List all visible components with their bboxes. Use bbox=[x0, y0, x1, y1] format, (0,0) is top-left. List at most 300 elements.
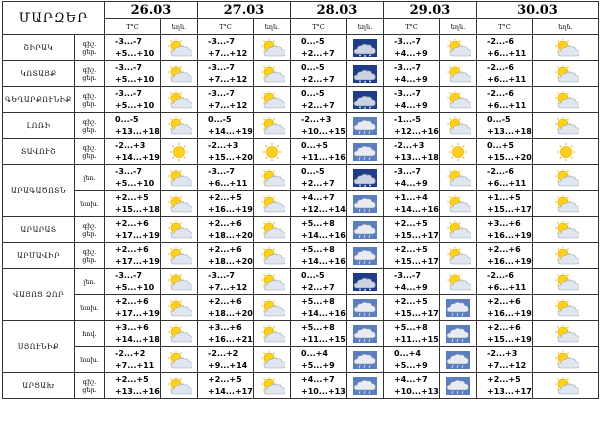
temperature-cell bbox=[477, 191, 533, 217]
night-temperature: -2...-6 bbox=[487, 270, 514, 280]
table-row bbox=[3, 139, 599, 165]
temperature-cell bbox=[477, 87, 533, 113]
region-name: ԼՈՌԻ bbox=[3, 113, 75, 139]
day-temperature: +14...+16 bbox=[394, 204, 439, 214]
weather-cell bbox=[254, 35, 291, 61]
table-row bbox=[3, 35, 599, 61]
temperature-column-label: T°C bbox=[291, 19, 347, 35]
temperature-cell bbox=[477, 139, 533, 165]
day-label: ցեր. bbox=[82, 73, 97, 82]
region-name: ՎԱՅՈՑ ՁՈՐ bbox=[3, 269, 75, 321]
sun-behind-cloud-icon bbox=[533, 221, 598, 239]
table-row bbox=[3, 113, 599, 139]
temperature-cell bbox=[198, 35, 254, 61]
temperature-cell bbox=[477, 217, 533, 243]
sun-behind-cloud-icon bbox=[254, 39, 290, 57]
sun-behind-cloud-icon bbox=[254, 247, 290, 265]
table-row bbox=[3, 321, 599, 347]
weather-cell bbox=[161, 373, 198, 399]
region-name: ԿՈՏԱՅՔ bbox=[3, 61, 75, 87]
day-temperature: +13...+17 bbox=[487, 386, 532, 396]
day-temperature: +5...+10 bbox=[115, 100, 155, 110]
weather-cell bbox=[533, 61, 599, 87]
weather-cell bbox=[347, 373, 384, 399]
night-temperature: +2...+5 bbox=[115, 192, 149, 202]
rain-cloud-icon bbox=[440, 351, 476, 369]
sun-behind-cloud-icon bbox=[254, 299, 290, 317]
day-temperature: +14...+18 bbox=[115, 334, 160, 344]
rain-cloud-icon bbox=[440, 377, 476, 395]
night-temperature: +2...+6 bbox=[208, 244, 242, 254]
temperature-cell bbox=[291, 139, 347, 165]
night-temperature: +2...+6 bbox=[115, 296, 149, 306]
day-temperature: +7...+12 bbox=[208, 74, 248, 84]
sun-behind-cloud-icon bbox=[533, 169, 598, 187]
rain-cloud-icon bbox=[347, 195, 383, 213]
temperature-cell bbox=[198, 61, 254, 87]
day-temperature: +15...+19 bbox=[487, 334, 532, 344]
weather-cell bbox=[440, 113, 477, 139]
sun-behind-cloud-icon bbox=[533, 247, 598, 265]
date-header: 27.03 bbox=[198, 2, 291, 19]
weather-cell bbox=[533, 35, 599, 61]
rain-cloud-icon bbox=[440, 325, 476, 343]
day-temperature: +15...+18 bbox=[115, 204, 160, 214]
weather-cell bbox=[254, 243, 291, 269]
temperature-cell bbox=[105, 87, 161, 113]
date-header: 28.03 bbox=[291, 2, 384, 19]
day-temperature: +10...+13 bbox=[394, 386, 439, 396]
temperature-cell bbox=[105, 243, 161, 269]
night-temperature: -3...-7 bbox=[394, 270, 421, 280]
weather-cell bbox=[254, 295, 291, 321]
region-name: ԱՐՑԱԽ bbox=[3, 373, 75, 399]
night-temperature: +3...+6 bbox=[208, 322, 242, 332]
day-night-labels bbox=[75, 243, 105, 269]
sun-behind-cloud-icon bbox=[440, 273, 476, 291]
temperature-cell bbox=[198, 165, 254, 191]
temperature-cell bbox=[198, 217, 254, 243]
night-temperature: +1...+5 bbox=[487, 192, 521, 202]
weather-cell bbox=[254, 87, 291, 113]
weather-column-label: եղն. bbox=[533, 19, 599, 35]
weather-cell bbox=[347, 191, 384, 217]
day-temperature: +16...+19 bbox=[487, 256, 532, 266]
night-temperature: -3...-7 bbox=[208, 270, 235, 280]
table-row bbox=[3, 269, 599, 295]
temperature-cell bbox=[198, 321, 254, 347]
day-temperature: +7...+12 bbox=[208, 282, 248, 292]
weather-cell bbox=[347, 87, 384, 113]
day-temperature: +11...+15 bbox=[301, 334, 346, 344]
date-header: 29.03 bbox=[384, 2, 477, 19]
temperature-cell bbox=[384, 191, 440, 217]
night-temperature: +2...+6 bbox=[208, 296, 242, 306]
weather-cell bbox=[161, 295, 198, 321]
sub-area-label: նախ. bbox=[80, 303, 99, 312]
temperature-cell bbox=[477, 347, 533, 373]
temperature-cell bbox=[198, 295, 254, 321]
weather-cell bbox=[440, 347, 477, 373]
sub-area-label: հով. bbox=[82, 329, 97, 338]
weather-cell bbox=[347, 295, 384, 321]
rain-cloud-icon bbox=[347, 377, 383, 395]
weather-column-label: եղն. bbox=[254, 19, 291, 35]
temperature-cell bbox=[198, 373, 254, 399]
night-temperature: +2...+5 bbox=[115, 374, 149, 384]
temperature-cell bbox=[384, 295, 440, 321]
rain-cloud-icon bbox=[347, 299, 383, 317]
date-header: 30.03 bbox=[477, 2, 599, 19]
temperature-cell bbox=[291, 217, 347, 243]
day-night-labels bbox=[75, 87, 105, 113]
day-temperature: +10...+15 bbox=[301, 126, 346, 136]
weather-cell bbox=[161, 243, 198, 269]
temperature-cell bbox=[105, 165, 161, 191]
weather-cell bbox=[161, 321, 198, 347]
night-temperature: -3...-7 bbox=[208, 62, 235, 72]
sun-behind-cloud-icon bbox=[440, 39, 476, 57]
sun-behind-cloud-icon bbox=[254, 117, 290, 135]
sun-behind-cloud-icon bbox=[161, 91, 197, 109]
weather-cell bbox=[347, 35, 384, 61]
night-temperature: 0...-5 bbox=[208, 114, 232, 124]
sun-behind-cloud-icon bbox=[161, 247, 197, 265]
temperature-cell bbox=[291, 373, 347, 399]
night-temperature: +2...+5 bbox=[208, 192, 242, 202]
region-name: ՍՅՈՒՆԻՔ bbox=[3, 321, 75, 373]
night-temperature: +4...+7 bbox=[301, 192, 335, 202]
night-temperature: 0...-5 bbox=[301, 166, 325, 176]
temperature-cell bbox=[477, 269, 533, 295]
temperature-cell bbox=[291, 347, 347, 373]
temperature-cell bbox=[384, 321, 440, 347]
weather-cell bbox=[533, 113, 599, 139]
temperature-cell bbox=[384, 217, 440, 243]
weather-cell bbox=[533, 165, 599, 191]
day-temperature: +5...+10 bbox=[115, 282, 155, 292]
weather-cell bbox=[254, 113, 291, 139]
day-temperature: +7...+12 bbox=[208, 100, 248, 110]
sun-behind-cloud-icon bbox=[254, 221, 290, 239]
day-temperature: +15...+17 bbox=[487, 204, 532, 214]
sun-behind-cloud-icon bbox=[161, 299, 197, 317]
weather-cell bbox=[161, 191, 198, 217]
day-temperature: +5...+10 bbox=[115, 48, 155, 58]
weather-cell bbox=[161, 139, 198, 165]
day-temperature: +16...+19 bbox=[208, 204, 253, 214]
weather-cell bbox=[440, 61, 477, 87]
weather-cell bbox=[161, 165, 198, 191]
day-temperature: +17...+19 bbox=[115, 256, 160, 266]
sun-icon bbox=[161, 143, 197, 161]
temperature-cell bbox=[477, 321, 533, 347]
weather-cell bbox=[533, 139, 599, 165]
sun-behind-cloud-icon bbox=[440, 247, 476, 265]
night-temperature: -2...+3 bbox=[487, 348, 518, 358]
day-temperature: +10...+13 bbox=[301, 386, 346, 396]
night-temperature: +3...+6 bbox=[115, 322, 149, 332]
rain-cloud-icon bbox=[347, 143, 383, 161]
day-temperature: +15...+20 bbox=[487, 152, 532, 162]
day-temperature: +12...+14 bbox=[301, 204, 346, 214]
weather-column-label: եղն. bbox=[440, 19, 477, 35]
weather-cell bbox=[347, 113, 384, 139]
temperature-cell bbox=[291, 191, 347, 217]
temperature-cell bbox=[291, 243, 347, 269]
sun-behind-cloud-icon bbox=[440, 91, 476, 109]
day-night-labels bbox=[75, 61, 105, 87]
sun-behind-cloud-icon bbox=[161, 351, 197, 369]
temperature-cell bbox=[384, 373, 440, 399]
night-label: գիշ. bbox=[82, 377, 97, 386]
temperature-cell bbox=[384, 35, 440, 61]
night-label: գիշ. bbox=[82, 117, 97, 126]
night-temperature: 0...+5 bbox=[487, 140, 514, 150]
day-night-labels bbox=[75, 113, 105, 139]
day-temperature: +4...+9 bbox=[394, 178, 428, 188]
day-temperature: +15...+17 bbox=[394, 256, 439, 266]
sun-icon bbox=[440, 143, 476, 161]
sun-behind-cloud-icon bbox=[533, 351, 598, 369]
sun-behind-cloud-icon bbox=[440, 117, 476, 135]
night-label: գիշ. bbox=[82, 65, 97, 74]
sun-behind-cloud-icon bbox=[533, 273, 598, 291]
forecast-table bbox=[2, 1, 599, 399]
day-temperature: +16...+21 bbox=[208, 334, 253, 344]
night-temperature: 0...+4 bbox=[301, 348, 328, 358]
night-temperature: 0...-5 bbox=[301, 62, 325, 72]
sun-behind-cloud-icon bbox=[533, 65, 598, 83]
night-temperature: 0...+4 bbox=[394, 348, 421, 358]
day-temperature: +14...+16 bbox=[301, 308, 346, 318]
day-temperature: +5...+9 bbox=[301, 360, 335, 370]
night-temperature: 0...-5 bbox=[115, 114, 139, 124]
night-temperature: +2...+6 bbox=[487, 244, 521, 254]
night-temperature: +5...+8 bbox=[394, 322, 428, 332]
weather-cell bbox=[161, 347, 198, 373]
night-temperature: +4...+7 bbox=[394, 374, 428, 384]
region-name: ՏԱՎՈՒՇ bbox=[3, 139, 75, 165]
day-temperature: +17...+19 bbox=[115, 308, 160, 318]
temperature-cell bbox=[105, 295, 161, 321]
temperature-cell bbox=[198, 269, 254, 295]
temperature-cell bbox=[477, 35, 533, 61]
temperature-column-label: T°C bbox=[384, 19, 440, 35]
day-temperature: +5...+9 bbox=[394, 360, 428, 370]
night-temperature: +2...+5 bbox=[394, 296, 428, 306]
sun-behind-cloud-icon bbox=[161, 169, 197, 187]
day-temperature: +7...+11 bbox=[115, 360, 155, 370]
weather-cell bbox=[533, 87, 599, 113]
night-temperature: 0...-5 bbox=[487, 114, 511, 124]
region-name: ԱՐԱԳԱԾՈՏՆ bbox=[3, 165, 75, 217]
weather-cell bbox=[254, 165, 291, 191]
sub-area-cell bbox=[75, 269, 105, 295]
sub-area-cell bbox=[75, 347, 105, 373]
weather-cell bbox=[533, 347, 599, 373]
day-temperature: +2...+7 bbox=[301, 100, 335, 110]
temperature-cell bbox=[291, 113, 347, 139]
weather-cell bbox=[533, 373, 599, 399]
day-temperature: +4...+9 bbox=[394, 100, 428, 110]
weather-column-label: եղն. bbox=[161, 19, 198, 35]
rain-cloud-icon bbox=[347, 247, 383, 265]
day-temperature: +18...+20 bbox=[208, 230, 253, 240]
day-temperature: +6...+11 bbox=[487, 282, 527, 292]
night-cloud-snow-icon bbox=[347, 91, 383, 109]
day-temperature: +2...+7 bbox=[301, 282, 335, 292]
temperature-cell bbox=[477, 165, 533, 191]
weather-cell bbox=[440, 321, 477, 347]
day-temperature: +4...+9 bbox=[394, 282, 428, 292]
temperature-cell bbox=[384, 113, 440, 139]
day-temperature: +13...+18 bbox=[115, 126, 160, 136]
sun-behind-cloud-icon bbox=[254, 351, 290, 369]
day-temperature: +14...+17 bbox=[208, 386, 253, 396]
sun-behind-cloud-icon bbox=[161, 65, 197, 83]
region-name: ԳԵՂԱՐՔՈՒՆԻՔ bbox=[3, 87, 75, 113]
day-temperature: +13...+18 bbox=[394, 152, 439, 162]
night-temperature: -3...-7 bbox=[208, 36, 235, 46]
weather-cell bbox=[347, 321, 384, 347]
night-temperature: +2...+6 bbox=[487, 322, 521, 332]
night-temperature: +5...+8 bbox=[301, 296, 335, 306]
night-temperature: +2...+6 bbox=[208, 218, 242, 228]
weather-cell bbox=[440, 139, 477, 165]
day-temperature: +12...+16 bbox=[394, 126, 439, 136]
day-temperature: +15...+20 bbox=[208, 152, 253, 162]
weather-cell bbox=[347, 139, 384, 165]
night-temperature: +3...+6 bbox=[487, 218, 521, 228]
day-temperature: +13...+18 bbox=[487, 126, 532, 136]
day-temperature: +4...+9 bbox=[394, 74, 428, 84]
weather-cell bbox=[533, 269, 599, 295]
night-temperature: -2...-6 bbox=[487, 88, 514, 98]
night-temperature: +1...+4 bbox=[394, 192, 428, 202]
night-temperature: -3...-7 bbox=[394, 88, 421, 98]
temperature-cell bbox=[291, 35, 347, 61]
sun-behind-cloud-icon bbox=[533, 325, 598, 343]
weather-cell bbox=[161, 61, 198, 87]
rain-cloud-icon bbox=[440, 299, 476, 317]
sun-behind-cloud-icon bbox=[440, 169, 476, 187]
weather-cell bbox=[161, 217, 198, 243]
temperature-cell bbox=[384, 243, 440, 269]
day-temperature: +7...+12 bbox=[208, 48, 248, 58]
day-temperature: +14...+16 bbox=[301, 230, 346, 240]
night-temperature: -3...-7 bbox=[115, 88, 142, 98]
night-temperature: -2...-6 bbox=[487, 36, 514, 46]
table-row bbox=[3, 347, 599, 373]
night-temperature: -1...-5 bbox=[394, 114, 421, 124]
night-temperature: +2...+5 bbox=[394, 218, 428, 228]
night-temperature: -2...+2 bbox=[208, 348, 239, 358]
weather-cell bbox=[347, 347, 384, 373]
sun-behind-cloud-icon bbox=[533, 91, 598, 109]
night-temperature: 0...-5 bbox=[301, 36, 325, 46]
weather-cell bbox=[254, 269, 291, 295]
sub-area-cell bbox=[75, 165, 105, 191]
weather-cell bbox=[161, 87, 198, 113]
temperature-cell bbox=[477, 61, 533, 87]
night-temperature: -2...+3 bbox=[208, 140, 239, 150]
night-temperature: -3...-7 bbox=[115, 36, 142, 46]
weather-cell bbox=[161, 269, 198, 295]
sub-area-label: լեռ. bbox=[83, 173, 96, 182]
night-temperature: -3...-7 bbox=[208, 166, 235, 176]
sun-behind-cloud-icon bbox=[533, 195, 598, 213]
day-temperature: +18...+20 bbox=[208, 308, 253, 318]
night-cloud-snow-icon bbox=[347, 169, 383, 187]
sun-behind-cloud-icon bbox=[161, 377, 197, 395]
weather-cell bbox=[254, 191, 291, 217]
night-label: գիշ. bbox=[82, 39, 97, 48]
weather-cell bbox=[440, 217, 477, 243]
day-temperature: +16...+19 bbox=[487, 230, 532, 240]
weather-cell bbox=[440, 373, 477, 399]
temperature-cell bbox=[384, 61, 440, 87]
day-label: ցեր. bbox=[82, 125, 97, 134]
temperature-cell bbox=[198, 243, 254, 269]
night-temperature: -2...+3 bbox=[115, 140, 146, 150]
day-temperature: +13...+16 bbox=[115, 386, 160, 396]
weather-cell bbox=[440, 191, 477, 217]
sun-behind-cloud-icon bbox=[533, 39, 598, 57]
temperature-cell bbox=[477, 243, 533, 269]
day-temperature: +14...+16 bbox=[301, 256, 346, 266]
day-temperature: +6...+11 bbox=[487, 74, 527, 84]
day-night-labels bbox=[75, 139, 105, 165]
rain-cloud-icon bbox=[347, 221, 383, 239]
night-temperature: -2...+3 bbox=[301, 114, 332, 124]
weather-cell bbox=[161, 35, 198, 61]
day-label: ցեր. bbox=[82, 47, 97, 56]
temperature-cell bbox=[384, 87, 440, 113]
temperature-cell bbox=[198, 139, 254, 165]
day-temperature: +11...+15 bbox=[394, 334, 439, 344]
day-temperature: +5...+10 bbox=[115, 74, 155, 84]
day-temperature: +16...+19 bbox=[487, 308, 532, 318]
temperature-cell bbox=[291, 321, 347, 347]
night-temperature: 0...-5 bbox=[301, 270, 325, 280]
header-dates-row bbox=[3, 2, 599, 19]
night-temperature: +2...+6 bbox=[115, 244, 149, 254]
night-label: գիշ. bbox=[82, 221, 97, 230]
temperature-cell bbox=[477, 113, 533, 139]
night-temperature: +2...+6 bbox=[115, 218, 149, 228]
regions-column-title: ՄԱՐԶԵՐ bbox=[3, 2, 105, 35]
temperature-cell bbox=[105, 35, 161, 61]
weather-cell bbox=[533, 321, 599, 347]
weather-cell bbox=[533, 295, 599, 321]
table-row bbox=[3, 165, 599, 191]
sub-area-cell bbox=[75, 191, 105, 217]
sun-icon bbox=[533, 143, 598, 161]
day-night-labels bbox=[75, 217, 105, 243]
temperature-cell bbox=[105, 373, 161, 399]
night-temperature: +2...+5 bbox=[208, 374, 242, 384]
day-temperature: +6...+11 bbox=[208, 178, 248, 188]
day-temperature: +14...+19 bbox=[115, 152, 160, 162]
sun-icon bbox=[254, 143, 290, 161]
night-temperature: +5...+8 bbox=[301, 218, 335, 228]
sun-behind-cloud-icon bbox=[161, 273, 197, 291]
rain-cloud-icon bbox=[347, 117, 383, 135]
day-label: ցեր. bbox=[82, 151, 97, 160]
night-label: գիշ. bbox=[82, 143, 97, 152]
sub-area-label: լեռ. bbox=[83, 277, 96, 286]
